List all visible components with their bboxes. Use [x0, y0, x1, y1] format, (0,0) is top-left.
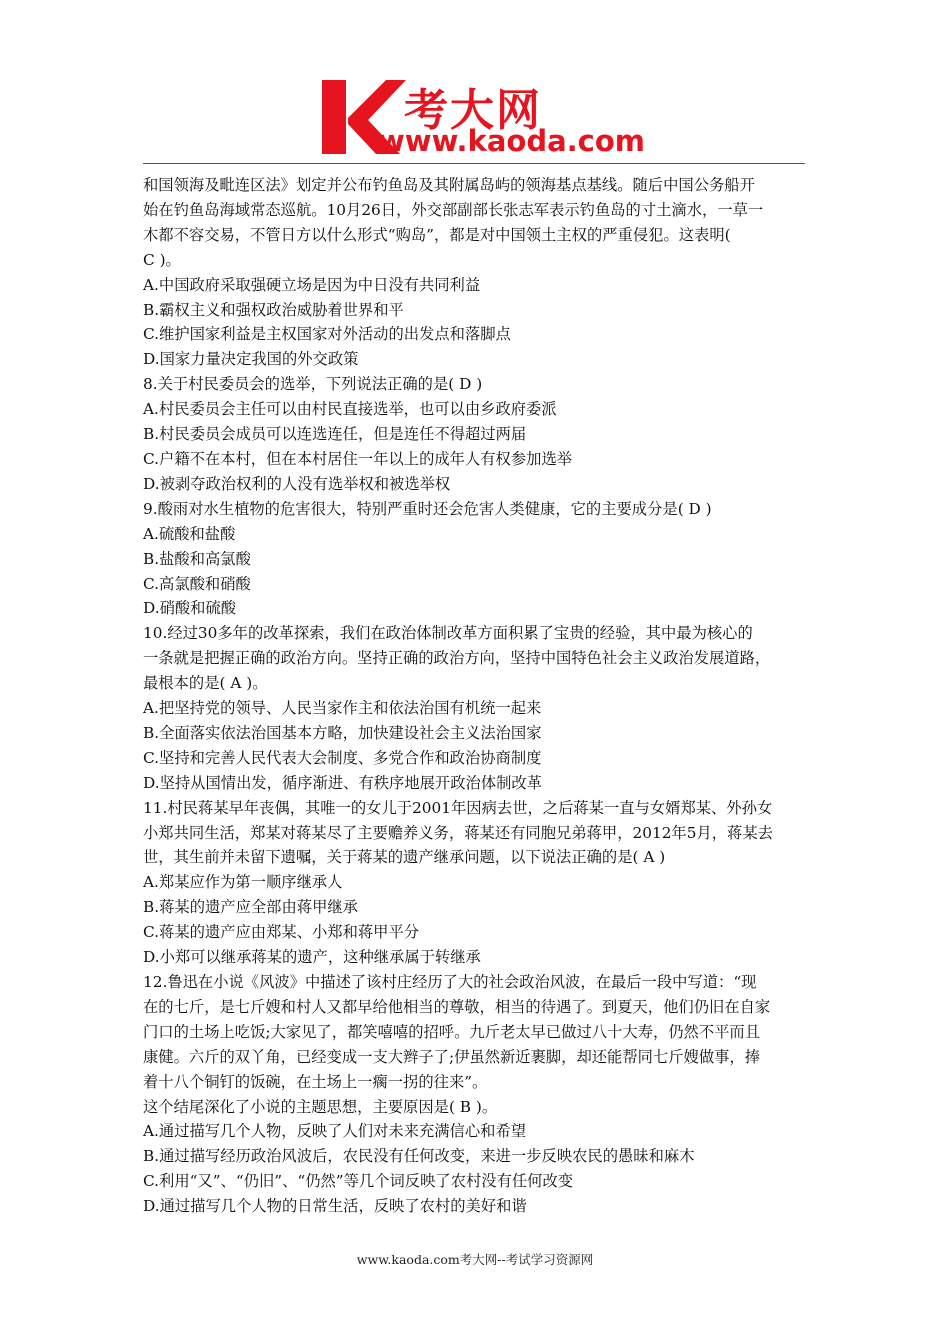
text-line: 世，其生前并未留下遗嘱，关于蒋某的遗产继承问题，以下说法正确的是( A ) — [143, 848, 666, 867]
option-a: A.郑某应作为第一顺序继承人 — [143, 873, 343, 892]
option-b: B.通过描写经历政治风波后，农民没有任何改变，来进一步反映农民的愚昧和麻木 — [143, 1147, 695, 1166]
header-divider — [143, 163, 805, 164]
option-d: D.被剥夺政治权利的人没有选举权和被选举权 — [143, 474, 451, 493]
text-line: 和国领海及毗连区法》划定并公布钓鱼岛及其附属岛屿的领海基点基线。随后中国公务船开 — [143, 176, 755, 194]
option-c: C.高氯酸和硝酸 — [143, 574, 251, 593]
option-d: D.坚持从国情出发，循序渐进、有秩序地展开政治体制改革 — [143, 773, 543, 792]
option-c: C.维护国家利益是主权国家对外活动的出发点和落脚点 — [143, 325, 511, 344]
text-line: 门口的土场上吃饭;大家见了，都笑嘻嘻的招呼。九斤老太早已做过八十大寿，仍然不平而且 — [143, 1022, 761, 1041]
text-line: 小郑共同生活，郑某对蒋某尽了主要赡养义务，蒋某还有同胞兄弟蒋甲，2012年5月，蒋某去 — [143, 823, 773, 842]
option-d: D.国家力量决定我国的外交政策 — [143, 350, 359, 369]
option-d: D.通过描写几个人物的日常生活，反映了农村的美好和谐 — [143, 1197, 527, 1216]
question-11: 11.村民蒋某早年丧偶，其唯一的女儿于2001年因病去世，之后蒋某一直与女婿郑某、外孙女 — [143, 798, 773, 817]
option-c: C.蒋某的遗产应由郑某、小郑和蒋甲平分 — [143, 923, 420, 942]
kaoda-logo[interactable] — [316, 76, 646, 160]
option-b: B.盐酸和高氯酸 — [143, 549, 251, 568]
option-a: A.通过描写几个人物，反映了人们对未来充满信心和希望 — [143, 1122, 527, 1141]
option-b: B.全面落实依法治国基本方略，加快建设社会主义法治国家 — [143, 723, 542, 742]
question-9: 9.酸雨对水生植物的危害很大，特别严重时还会危害人类健康，它的主要成分是( D ) — [143, 499, 712, 518]
text-line: 这个结尾深化了小说的主题思想，主要原因是( B )。 — [143, 1097, 498, 1116]
logo-url: www.kaoda.com — [378, 124, 645, 158]
option-c: C.坚持和完善人民代表大会制度、多党合作和政治协商制度 — [143, 748, 542, 767]
option-a: A.硫酸和盐酸 — [143, 524, 236, 543]
text-line: 在的七斤，是七斤嫂和村人又都早给他相当的尊敬，相当的待遇了。到夏天，他们仍旧在自家 — [143, 997, 771, 1016]
option-b: B.村民委员会成员可以连选连任，但是连任不得超过两届 — [143, 425, 527, 444]
document-body — [143, 173, 813, 1219]
option-b: B.霸权主义和强权政治威胁着世界和平 — [143, 300, 404, 319]
question-12: 12.鲁迅在小说《风波》中描述了该村庄经历了大的社会政治风波，在最后一段中写道：“现 — [143, 973, 757, 991]
option-d: D.硝酸和硫酸 — [143, 599, 237, 618]
text-line: 木都不容交易，不管日方以什么形式“购岛”，都是对中国领土主权的严重侵犯。这表明( — [143, 225, 731, 244]
option-c: C.户籍不在本村，但在本村居住一年以上的成年人有权参加选举 — [143, 449, 573, 468]
page-footer: www.kaoda.com考大网--考试学习资源网 — [356, 1252, 594, 1267]
answer-line: C )。 — [143, 250, 181, 269]
question-10: 10.经过30多年的改革探索，我们在政治体制改革方面积累了宝贵的经验，其中最为核心的 — [143, 624, 753, 643]
text-line: 一条就是把握正确的政治方向。坚持正确的政治方向，坚持中国特色社会主义政治发展道路， — [143, 649, 771, 668]
option-b: B.蒋某的遗产应全部由蒋甲继承 — [143, 898, 358, 917]
page-header — [0, 0, 950, 166]
option-a: A.中国政府采取强硬立场是因为中日没有共同利益 — [143, 275, 481, 294]
option-c: C.利用“又”、“仍旧”、“仍然”等几个词反映了农村没有任何改变 — [143, 1172, 574, 1191]
question-8: 8.关于村民委员会的选举，下列说法正确的是( D ) — [143, 375, 483, 394]
option-a: A.把坚持党的领导、人民当家作主和依法治国有机统一起来 — [143, 699, 542, 718]
text-line: 始在钓鱼岛海域常态巡航。10月26日，外交部副部长张志军表示钓鱼岛的寸土滴水，一草一 — [143, 200, 764, 219]
text-line: 着十八个铜钉的饭碗，在土场上一瘸一拐的往来”。 — [143, 1072, 488, 1091]
option-a: A.村民委员会主任可以由村民直接选举，也可以由乡政府委派 — [143, 400, 557, 419]
text-line: 最根本的是( A )。 — [143, 674, 268, 693]
option-d: D.小郑可以继承蒋某的遗产，这种继承属于转继承 — [143, 948, 481, 967]
text-line: 康健。六斤的双丫角，已经变成一支大辫子了;伊虽然新近裹脚，却还能帮同七斤嫂做事，捧 — [143, 1047, 761, 1066]
logo-chinese-name: 考大网 — [404, 85, 542, 136]
